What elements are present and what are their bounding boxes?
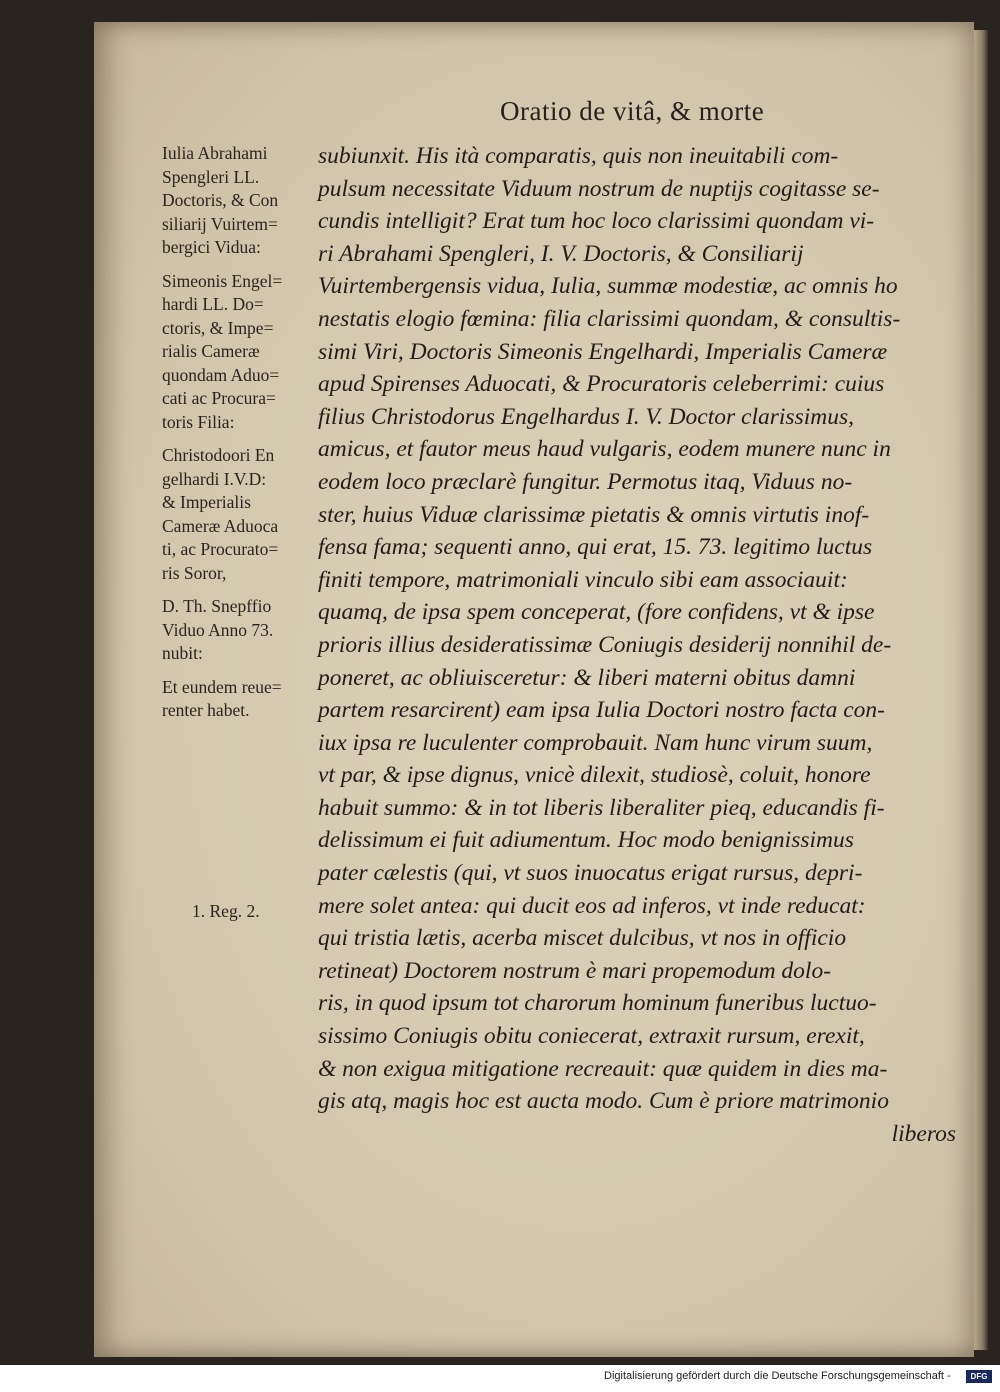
text-line: retineat) Doctorem nostrum è mari propemodum dolo- <box>318 957 832 984</box>
text-line: prioris illius desideratissimæ Coniugis desiderij nonnihil de- <box>318 631 892 658</box>
text-line: nestatis elogio fœmina: filia clarissimi quondam, & consultis- <box>318 305 901 332</box>
margin-line: nubit: <box>162 643 203 663</box>
margin-note <box>162 142 322 260</box>
text-line: & non exigua mitigatione recreauit: quæ quidem in dies ma- <box>318 1055 888 1082</box>
text-line: partem resarcirent) eam ipsa Iulia Doctori nostro facta con- <box>318 697 885 724</box>
text-line: amicus, et fautor meus haud vulgaris, eodem munere nunc in <box>318 436 891 463</box>
text-line: mere solet antea: qui ducit eos ad inferos, vt inde reducat: <box>318 892 866 919</box>
text-line: qui tristia lætis, acerba miscet dulcibus, vt nos in officio <box>318 925 847 952</box>
text-line: habuit summo: & in tot liberis liberaliter pieq, educandis fi- <box>318 794 885 821</box>
text-line: apud Spirenses Aduocati, & Procuratoris celeberrimi: cuius <box>318 371 885 398</box>
margin-line: Cameræ Aduoca <box>162 515 279 536</box>
margin-line: Simeonis Engel= <box>162 270 283 291</box>
text-line: Vuirtembergensis vidua, Iulia, summæ modestiæ, ac omnis ho <box>318 273 898 300</box>
text-line: simi Viri, Doctoris Simeonis Engelhardi, Imperialis Cameræ <box>318 338 888 365</box>
text-line: vt par, & ipse dignus, vnicè dilexit, studiosè, coluit, honore <box>318 762 871 789</box>
margin-note <box>162 595 322 666</box>
margin-reference: 1. Reg. 2. <box>192 901 260 921</box>
margin-line: renter habet. <box>162 700 250 720</box>
text-line: quamq, de ipsa spem conceperat, (fore confidens, vt & ipse <box>318 599 875 626</box>
margin-note <box>162 444 322 585</box>
margin-line: quondam Aduo= <box>162 364 280 385</box>
margin-line: ris Soror, <box>162 562 227 583</box>
text-line: sissimo Coniugis obitu coniecerat, extraxit rursum, erexit, <box>318 1023 865 1050</box>
margin-note <box>162 676 322 723</box>
catchword: liberos <box>891 1120 956 1147</box>
margin-line: Spengleri LL. <box>162 166 260 187</box>
text-line: pulsum necessitate Viduum nostrum de nuptijs cogitasse se- <box>318 175 880 202</box>
margin-line: ctoris, & Impe= <box>162 317 274 338</box>
text-line: pater cælestis (qui, vt suos inuocatus erigat rursus, depri- <box>318 860 863 887</box>
text-line: gis atq, magis hoc est aucta modo. Cum è priore matrimonio <box>318 1088 889 1115</box>
margin-line: siliarij Vuirtem= <box>162 213 278 234</box>
text-line: iux ipsa re luculenter comprobauit. Nam hunc virum suum, <box>318 729 873 756</box>
margin-line: Iulia Abrahami <box>162 143 268 163</box>
margin-line: gelhardi I.V.D: <box>162 468 267 489</box>
text-line: cundis intelligit? Erat tum hoc loco clarissimi quondam vi- <box>318 208 875 235</box>
text-line: eodem loco præclarè fungitur. Permotus itaq, Viduus no- <box>318 468 853 495</box>
text-line: finiti tempore, matrimoniali vinculo sibi eam associauit: <box>318 566 848 593</box>
text-line: poneret, ac obliuisceretur: & liberi materni obitus damni <box>318 664 856 691</box>
page-edge <box>974 30 988 1350</box>
text-line: ster, huius Viduæ clarissimæ pietatis & omnis virtutis inof- <box>318 501 870 528</box>
margin-line: & Imperialis <box>162 492 251 512</box>
margin-line: hardi LL. Do= <box>162 294 264 314</box>
text-line: ri Abrahami Spengleri, I. V. Doctoris, & Consiliarij <box>318 240 804 267</box>
text-line: ris, in quod ipsum tot charorum hominum funeribus luctuo- <box>318 990 877 1017</box>
margin-note <box>162 270 322 435</box>
margin-line: Et eundem reue= <box>162 676 282 697</box>
margin-line: ti, ac Procurato= <box>162 539 279 559</box>
margin-line: bergici Vidua: <box>162 237 261 257</box>
margin-line: D. Th. Snepffio <box>162 596 272 616</box>
margin-line: Christodoori En <box>162 445 275 465</box>
text-line: delissimum ei fuit adiumentum. Hoc modo benignissimus <box>318 827 854 854</box>
margin-line: toris Filia: <box>162 411 235 432</box>
running-header: Oratio de vitâ, & morte <box>500 96 765 126</box>
text-line: filius Christodorus Engelhardus I. V. Doctor clarissimus, <box>318 403 854 430</box>
footer-credit: Digitalisierung gefördert durch die Deutsche Forschungsgemeinschaft - <box>604 1370 951 1382</box>
margin-line: Doctoris, & Con <box>162 190 279 210</box>
margin-line: cati ac Procura= <box>162 388 276 408</box>
body-text <box>318 140 968 1150</box>
text-line: subiunxit. His ità comparatis, quis non ineuitabili com- <box>318 143 839 169</box>
margin-line: rialis Cameræ <box>162 341 260 361</box>
margin-notes <box>162 142 322 921</box>
dfg-logo: DFG <box>966 1370 992 1383</box>
text-line: fensa fama; sequenti anno, qui erat, 15. 73. legitimo luctus <box>318 534 873 561</box>
margin-line: Viduo Anno 73. <box>162 619 274 640</box>
